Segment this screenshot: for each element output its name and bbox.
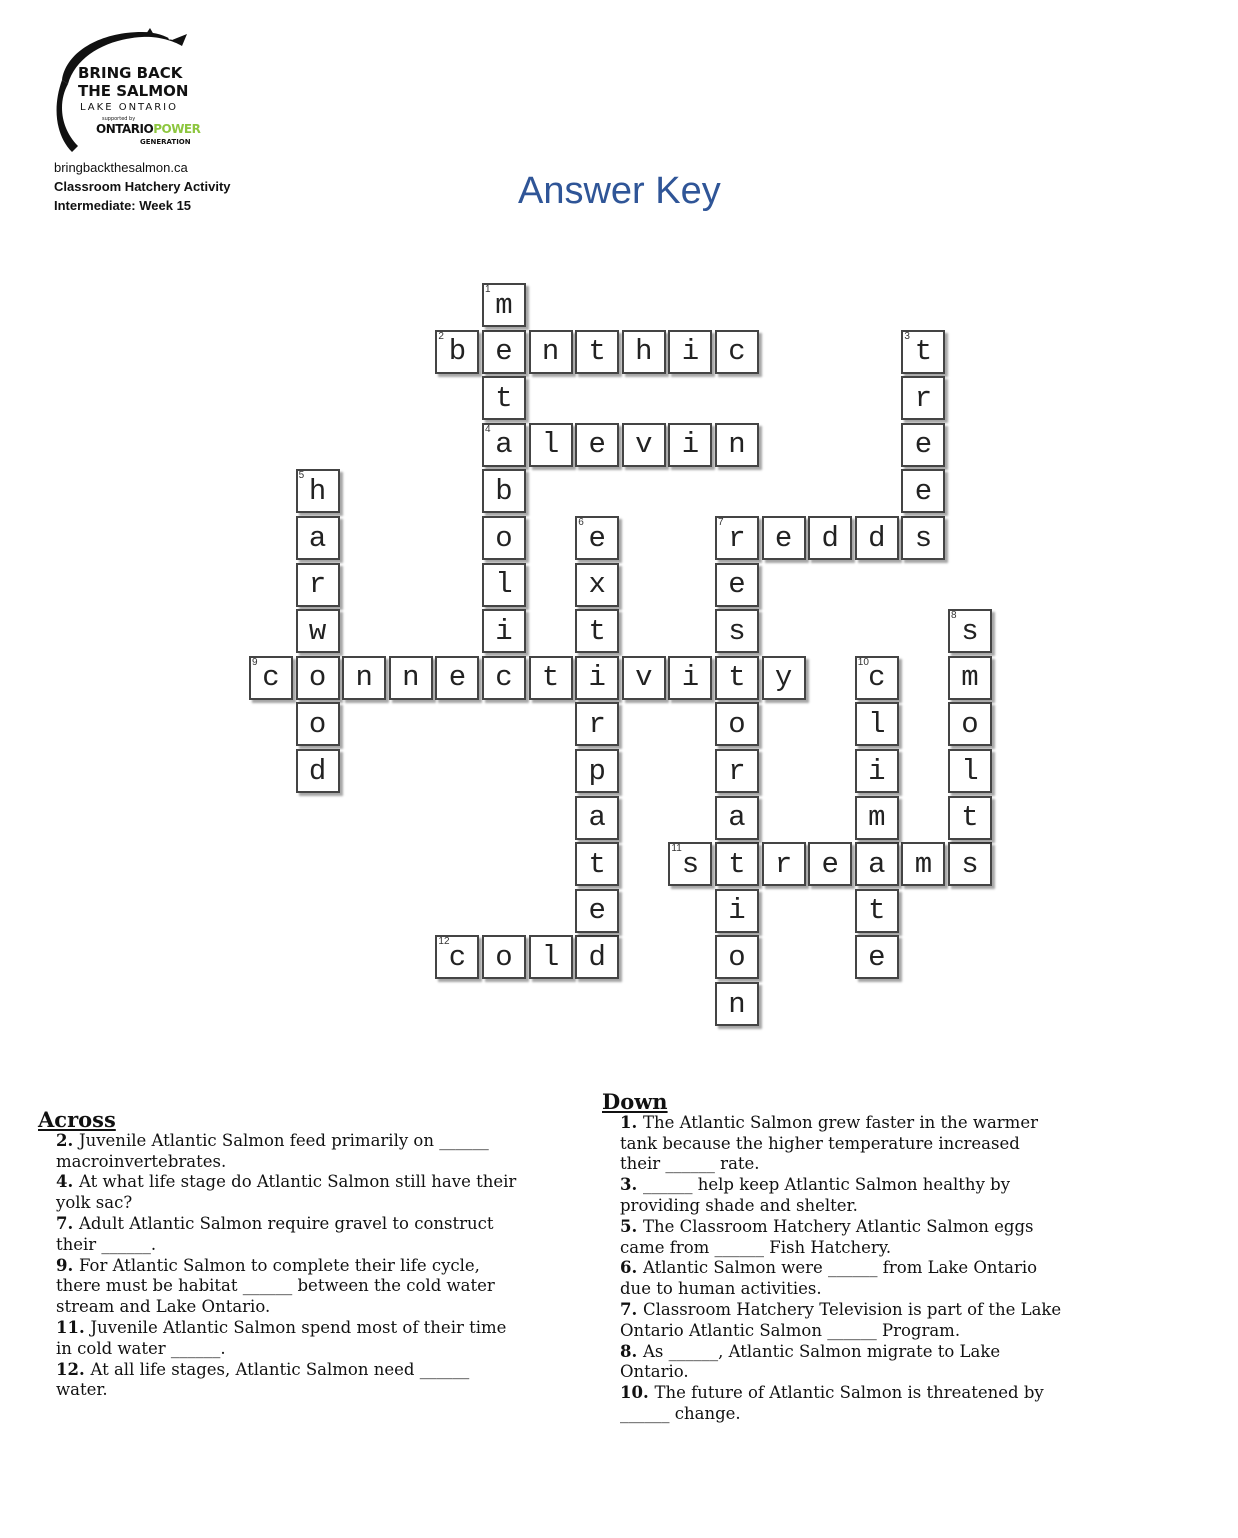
crossword-cell bbox=[715, 935, 759, 979]
cell-letter: d bbox=[308, 754, 327, 788]
clue-number: 3 bbox=[904, 330, 910, 342]
cell-letter: a bbox=[495, 428, 513, 462]
cell-letter: t bbox=[728, 661, 746, 695]
crossword-cell bbox=[389, 656, 433, 700]
crossword-cell bbox=[482, 656, 526, 700]
crossword-cell bbox=[762, 516, 806, 560]
cell-letter: t bbox=[914, 335, 933, 369]
cell-letter: i bbox=[728, 894, 746, 928]
crossword-cell bbox=[575, 935, 619, 979]
crossword-cell bbox=[622, 423, 666, 467]
crossword-cell bbox=[901, 469, 945, 513]
cell-letter: i bbox=[588, 661, 606, 695]
cell-letter: a bbox=[588, 801, 606, 835]
clue-item bbox=[620, 1217, 1062, 1259]
cell-letter: w bbox=[308, 614, 327, 648]
cell-letter: o bbox=[495, 521, 513, 555]
cell-letter: m bbox=[914, 847, 933, 881]
crossword-cell bbox=[435, 656, 479, 700]
cell-letter: t bbox=[541, 661, 560, 695]
crossword-cell bbox=[575, 796, 619, 840]
cell-letter: h bbox=[635, 335, 653, 369]
cell-letter: o bbox=[495, 940, 513, 974]
cell-letter: i bbox=[681, 335, 700, 369]
cell-letter: t bbox=[961, 801, 979, 835]
cell-letter: r bbox=[588, 707, 606, 741]
cell-letter: a bbox=[308, 521, 327, 555]
clue-item-number: 7. bbox=[56, 1213, 79, 1233]
logo-sponsor-ontario: ONTARIO bbox=[96, 122, 154, 136]
crossword-cell bbox=[855, 516, 899, 560]
cell-letter: i bbox=[681, 661, 700, 695]
cell-letter: l bbox=[961, 754, 979, 788]
activity-level: Intermediate: Week 15 bbox=[54, 198, 192, 213]
clue-number: 6 bbox=[578, 517, 584, 528]
crossword-cell bbox=[762, 656, 806, 700]
crossword-cell bbox=[715, 423, 759, 467]
clue-item-text: ______ help keep Atlantic Salmon healthy by providing shade and shelter. bbox=[620, 1175, 1011, 1215]
cell-letter: h bbox=[308, 474, 327, 508]
clue-item-text: Classroom Hatchery Television is part of the Lake Ontario Atlantic Salmon ______ Program. bbox=[620, 1299, 1062, 1340]
cell-letter: c bbox=[868, 661, 886, 695]
cell-letter: i bbox=[495, 614, 513, 648]
clue-item bbox=[620, 1113, 1062, 1175]
crossword-cell bbox=[855, 842, 899, 886]
crossword-cell bbox=[575, 563, 619, 607]
crossword-cell bbox=[855, 702, 899, 746]
clue-number: 2 bbox=[438, 330, 444, 342]
logo-sponsor-power: POWER bbox=[153, 122, 201, 136]
crossword-cell bbox=[296, 516, 340, 560]
crossword-cell bbox=[715, 749, 759, 793]
clue-item-text: Atlantic Salmon were ______ from Lake Ontario due to human activities. bbox=[620, 1258, 1038, 1299]
crossword-cell bbox=[762, 842, 806, 886]
crossword-cell bbox=[715, 982, 759, 1026]
cell-letter: e bbox=[868, 940, 886, 974]
crossword-cell bbox=[715, 330, 759, 374]
crossword-cell bbox=[948, 702, 992, 746]
cell-letter: s bbox=[728, 614, 746, 648]
cell-letter: y bbox=[774, 661, 793, 695]
cell-letter: r bbox=[914, 381, 933, 415]
cell-letter: n bbox=[541, 335, 560, 369]
logo-sponsor-generation: GENERATION bbox=[140, 138, 191, 146]
cell-letter: x bbox=[588, 568, 606, 602]
crossword-cell bbox=[482, 563, 526, 607]
clue-item-number: 2. bbox=[56, 1130, 79, 1150]
clue-item bbox=[56, 1256, 518, 1318]
cell-letter: s bbox=[914, 521, 933, 555]
cell-letter: l bbox=[495, 568, 513, 602]
cell-letter: e bbox=[495, 335, 513, 369]
clue-item-number: 6. bbox=[620, 1258, 643, 1278]
crossword-cell bbox=[482, 376, 526, 420]
logo-line-1: BRING BACK bbox=[78, 64, 183, 82]
crossword-cell bbox=[482, 935, 526, 979]
clue-item bbox=[620, 1175, 1062, 1217]
crossword-cell bbox=[715, 889, 759, 933]
crossword-cell bbox=[901, 516, 945, 560]
cell-letter: p bbox=[588, 754, 606, 788]
cell-letter: a bbox=[728, 801, 746, 835]
cell-letter: o bbox=[308, 661, 327, 695]
clue-item bbox=[620, 1300, 1062, 1342]
cell-letter: i bbox=[681, 428, 700, 462]
clue-item-number: 3. bbox=[620, 1175, 643, 1195]
crossword-cell bbox=[855, 889, 899, 933]
crossword-cell bbox=[296, 609, 340, 653]
crossword-cell bbox=[668, 330, 712, 374]
clue-item bbox=[56, 1172, 518, 1214]
crossword-cell bbox=[948, 609, 992, 653]
crossword-cell bbox=[575, 330, 619, 374]
clue-item bbox=[620, 1258, 1062, 1300]
cell-letter: r bbox=[728, 521, 746, 555]
logo-supported-by: supported by bbox=[102, 116, 136, 122]
clue-item bbox=[56, 1360, 518, 1402]
clue-number: 1 bbox=[485, 284, 491, 295]
clue-number: 7 bbox=[718, 517, 724, 528]
crossword-cell bbox=[482, 609, 526, 653]
crossword-cell bbox=[575, 656, 619, 700]
cell-letter: e bbox=[821, 847, 839, 881]
cell-letter: b bbox=[448, 335, 467, 369]
crossword-cell bbox=[901, 330, 945, 374]
crossword-cell bbox=[715, 656, 759, 700]
cell-letter: v bbox=[635, 661, 653, 695]
down-clues bbox=[602, 1089, 1062, 1425]
crossword-cell bbox=[622, 330, 666, 374]
clue-item-number: 1. bbox=[620, 1112, 643, 1132]
crossword-cell bbox=[296, 656, 340, 700]
clue-item-number: 5. bbox=[620, 1216, 643, 1236]
cell-letter: t bbox=[588, 335, 606, 369]
cell-letter: e bbox=[728, 568, 746, 602]
cell-letter: v bbox=[635, 428, 653, 462]
cell-letter: e bbox=[588, 894, 606, 928]
clue-item-text: The Classroom Hatchery Atlantic Salmon eggs came from ______ Fish Hatchery. bbox=[620, 1216, 1034, 1257]
cell-letter: a bbox=[868, 847, 886, 881]
cell-letter: n bbox=[355, 661, 373, 695]
cell-letter: c bbox=[262, 661, 280, 695]
crossword-cell bbox=[482, 423, 526, 467]
clue-item-text: Juvenile Atlantic Salmon feed primarily on ______ macroinvertebrates. bbox=[56, 1130, 489, 1171]
clue-item-number: 10. bbox=[620, 1383, 655, 1403]
crossword-cell bbox=[482, 283, 526, 327]
cell-letter: c bbox=[448, 940, 467, 974]
cell-letter: m bbox=[495, 288, 513, 322]
clue-item bbox=[56, 1214, 518, 1256]
clue-item-text: At all life stages, Atlantic Salmon need ______ water. bbox=[56, 1359, 470, 1400]
crossword-cell bbox=[482, 330, 526, 374]
clue-item-text: The Atlantic Salmon grew faster in the warmer tank because the higher temperature increased their ______ rate. bbox=[620, 1112, 1038, 1174]
cell-letter: r bbox=[308, 568, 327, 602]
cell-letter: d bbox=[821, 521, 839, 555]
cell-letter: i bbox=[868, 754, 886, 788]
crossword-cell bbox=[529, 330, 573, 374]
crossword-cell bbox=[901, 423, 945, 467]
cell-letter: r bbox=[774, 847, 793, 881]
cell-letter: b bbox=[495, 474, 513, 508]
clue-item-number: 7. bbox=[620, 1299, 643, 1319]
clue-number: 12 bbox=[438, 936, 450, 948]
cell-letter: t bbox=[728, 847, 746, 881]
crossword-cell bbox=[575, 609, 619, 653]
crossword-cell bbox=[622, 656, 666, 700]
crossword-cell bbox=[668, 656, 712, 700]
activity-name: Classroom Hatchery Activity bbox=[54, 179, 231, 194]
crossword-cell bbox=[529, 423, 573, 467]
crossword-cell bbox=[715, 516, 759, 560]
crossword-cell bbox=[296, 563, 340, 607]
clue-item bbox=[56, 1318, 518, 1360]
crossword-cell bbox=[482, 469, 526, 513]
cell-letter: e bbox=[588, 428, 606, 462]
crossword-cell bbox=[808, 842, 852, 886]
across-heading: Across bbox=[38, 1107, 116, 1132]
crossword-cell bbox=[855, 656, 899, 700]
cell-letter: e bbox=[588, 521, 606, 555]
crossword-cell bbox=[948, 796, 992, 840]
cell-letter: e bbox=[774, 521, 793, 555]
cell-letter: d bbox=[588, 940, 606, 974]
clue-item bbox=[56, 1131, 518, 1173]
clue-number: 8 bbox=[951, 610, 957, 622]
crossword-cell bbox=[575, 749, 619, 793]
crossword-cell bbox=[855, 796, 899, 840]
clue-number: 9 bbox=[252, 656, 258, 668]
crossword-cell bbox=[529, 935, 573, 979]
cell-letter: e bbox=[448, 661, 467, 695]
crossword-cell bbox=[249, 656, 293, 700]
down-heading: Down bbox=[602, 1089, 668, 1114]
clue-number: 5 bbox=[298, 470, 305, 482]
crossword-cell bbox=[296, 749, 340, 793]
cell-letter: s bbox=[961, 847, 979, 881]
clue-item-number: 8. bbox=[620, 1341, 643, 1361]
crossword-cell bbox=[715, 563, 759, 607]
cell-letter: l bbox=[541, 940, 560, 974]
clue-number: 4 bbox=[485, 423, 491, 435]
crossword-cell bbox=[901, 376, 945, 420]
crossword-cell bbox=[668, 842, 712, 886]
cell-letter: o bbox=[308, 707, 327, 741]
crossword-cell bbox=[575, 423, 619, 467]
cell-letter: t bbox=[588, 847, 606, 881]
crossword-cell bbox=[715, 796, 759, 840]
across-clues bbox=[38, 1107, 518, 1401]
crossword-cell bbox=[296, 702, 340, 746]
crossword-cell bbox=[575, 889, 619, 933]
clue-item-number: 4. bbox=[56, 1172, 79, 1192]
clue-item-text: Adult Atlantic Salmon require gravel to construct their ______. bbox=[56, 1213, 494, 1254]
cell-letter: d bbox=[868, 521, 886, 555]
clue-item-number: 12. bbox=[56, 1359, 91, 1379]
crossword-cell bbox=[575, 842, 619, 886]
cell-letter: o bbox=[728, 707, 746, 741]
cell-letter: o bbox=[728, 940, 746, 974]
cell-letter: t bbox=[495, 381, 513, 415]
cell-letter: c bbox=[495, 661, 513, 695]
logo-line-2: THE SALMON bbox=[78, 82, 189, 100]
crossword-cell bbox=[435, 330, 479, 374]
crossword-cell bbox=[482, 516, 526, 560]
crossword-cell bbox=[808, 516, 852, 560]
clue-item-text: Juvenile Atlantic Salmon spend most of their time in cold water ______. bbox=[56, 1317, 507, 1358]
cell-letter: n bbox=[728, 428, 746, 462]
crossword-cell bbox=[715, 702, 759, 746]
crossword-cell bbox=[342, 656, 386, 700]
cell-letter: l bbox=[868, 707, 886, 741]
cell-letter: e bbox=[914, 474, 933, 508]
clue-item-text: For Atlantic Salmon to complete their life cycle, there must be habitat ______ between the cold water stream and Lake Ontario. bbox=[56, 1255, 495, 1317]
crossword-cell bbox=[435, 935, 479, 979]
cell-letter: t bbox=[868, 894, 886, 928]
crossword-cell bbox=[296, 469, 340, 513]
cell-letter: n bbox=[728, 987, 746, 1021]
cell-letter: m bbox=[868, 801, 886, 835]
down-clue-list bbox=[602, 1113, 1062, 1425]
page-title: Answer Key bbox=[518, 170, 721, 212]
crossword-cell bbox=[948, 842, 992, 886]
clue-number: 10 bbox=[857, 656, 869, 668]
website-url: bringbackthesalmon.ca bbox=[54, 160, 188, 175]
crossword-cell bbox=[575, 702, 619, 746]
crossword-cell bbox=[668, 423, 712, 467]
crossword-cell bbox=[855, 935, 899, 979]
clue-item-number: 11. bbox=[56, 1317, 91, 1337]
cell-letter: r bbox=[728, 754, 746, 788]
clue-item bbox=[620, 1342, 1062, 1384]
crossword-cell bbox=[715, 609, 759, 653]
cell-letter: s bbox=[681, 847, 700, 881]
crossword-cell bbox=[529, 656, 573, 700]
crossword-cell bbox=[855, 749, 899, 793]
crossword-cell bbox=[901, 842, 945, 886]
clue-number: 11 bbox=[671, 843, 682, 855]
clue-item-number: 9. bbox=[56, 1255, 79, 1275]
cell-letter: m bbox=[961, 661, 979, 695]
crossword-cell bbox=[715, 842, 759, 886]
cell-letter: e bbox=[914, 428, 933, 462]
cell-letter: n bbox=[402, 661, 420, 695]
clue-item-text: The future of Atlantic Salmon is threatened by ______ change. bbox=[620, 1383, 1044, 1423]
logo-line-3: LAKE ONTARIO bbox=[80, 102, 178, 113]
cell-letter: l bbox=[541, 428, 560, 462]
cell-letter: t bbox=[588, 614, 606, 648]
crossword-cell bbox=[575, 516, 619, 560]
across-clue-list bbox=[38, 1131, 518, 1401]
crossword-cell bbox=[948, 749, 992, 793]
cell-letter: s bbox=[961, 614, 979, 648]
cell-letter: c bbox=[728, 335, 746, 369]
crossword-cell bbox=[948, 656, 992, 700]
clue-item-text: At what life stage do Atlantic Salmon still have their yolk sac? bbox=[56, 1172, 517, 1213]
clue-item bbox=[620, 1383, 1062, 1425]
cell-letter: o bbox=[961, 707, 979, 741]
clue-item-text: As ______, Atlantic Salmon migrate to Lake Ontario. bbox=[620, 1341, 1001, 1382]
